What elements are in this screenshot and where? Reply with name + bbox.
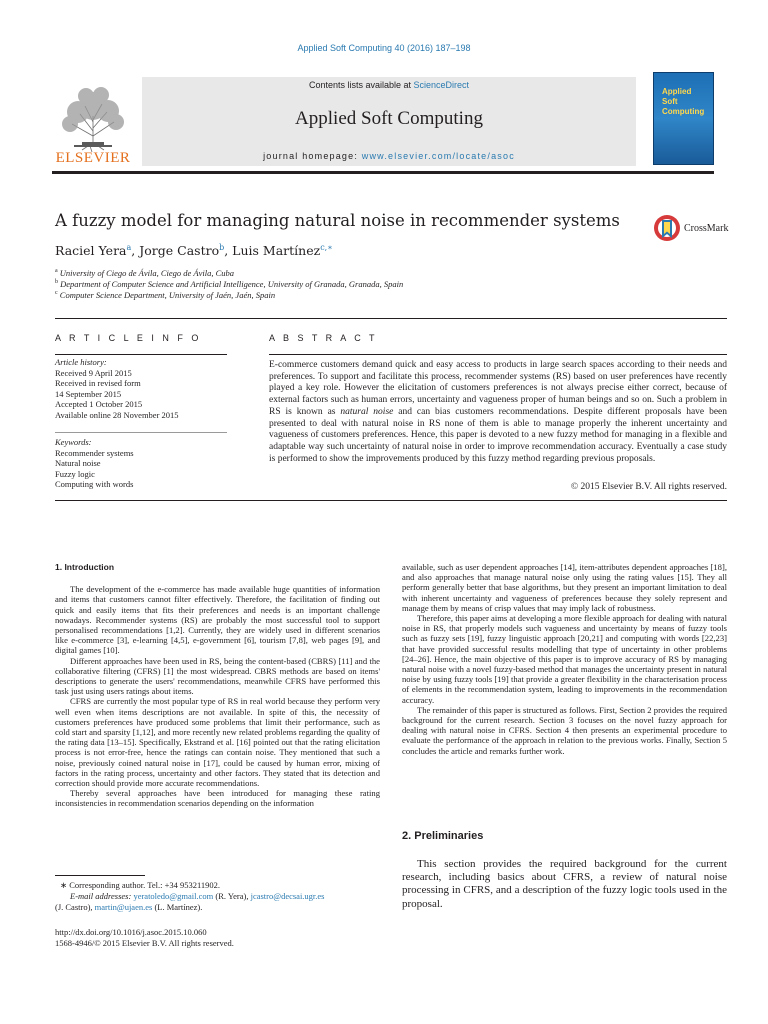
journal-banner <box>142 77 636 166</box>
doi-link[interactable]: http://dx.doi.org/10.1016/j.asoc.2015.10.060 <box>55 927 207 937</box>
title-block-divider <box>55 318 727 319</box>
author-affiliation-marker[interactable]: b <box>219 243 225 252</box>
sciencedirect-link[interactable]: ScienceDirect <box>413 80 470 90</box>
author-list: Raciel Yera$^a$, Jorge Castro$^b$, Luis Martínez$^{c,∗}$ <box>55 243 333 259</box>
body-column-right <box>402 562 727 756</box>
email-line-cont: (J. Castro), martin@ujaen.es (L. Martínez). <box>55 902 203 912</box>
article-history-label: Article history: <box>55 357 107 367</box>
abstract-bottom-rule <box>55 500 727 501</box>
homepage-prefix: journal homepage: <box>263 151 362 161</box>
author-name: Luis Martínez <box>232 243 321 259</box>
keywords-rule <box>55 432 227 433</box>
crossmark-icon <box>653 214 681 244</box>
header-divider <box>52 171 714 174</box>
keyword: Recommender systems <box>55 447 134 458</box>
journal-homepage-line <box>142 151 636 161</box>
article-history <box>55 357 179 421</box>
history-item: 14 September 2015 <box>55 388 122 399</box>
abstract-rule <box>269 354 727 355</box>
body-paragraph: The development of the e-commerce has made available huge quantities of information and items that customers cannot filter effectively. Therefore, the facilitation of finding out quick and easily items that fits their preferences and needs is an important challenge nowadays. Recommender systems (RS) are probably the most successful tool to support personalised recommendations [1,2]. Currently, they are widely used in different scenarios like e-commerce [3], e-learning [4,5], e-government [6], tourism [7,8], web pages [9], and digital games [10]. <box>55 584 380 656</box>
keywords <box>55 437 134 490</box>
crossmark-label: CrossMark <box>684 223 729 234</box>
banner-journal-title: Applied Soft Computing <box>295 108 483 129</box>
email-label: E-mail addresses: <box>70 891 132 901</box>
keyword: Computing with words <box>55 479 134 490</box>
body-paragraph: available, such as user dependent approaches [14], item-attributes dependent approaches [18], and also approaches that manage natural noise only using the rating values [15]. They all perform generally better that base algorithms, but they present an important limitation to deal with inherent uncertainty and vagueness of preferences because they solely represent and manage them by means of crisp values that may imply lack of robustness. <box>402 562 727 613</box>
footnote-divider <box>55 875 145 876</box>
keyword: Fuzzy logic <box>55 468 95 479</box>
email-link[interactable]: jcastro@decsai.ugr.es <box>250 891 325 901</box>
article-info-rule <box>55 354 227 355</box>
affiliation: $^b$ Department of Computer Science and Artificial Intelligence, University of Granada, Granada, Spain <box>55 279 404 289</box>
abstract-heading: A B S T R A C T <box>269 333 378 343</box>
paper-title: A fuzzy model for managing natural noise in recommender systems <box>55 211 620 230</box>
contents-available-line <box>142 80 636 90</box>
section-title-preliminaries: 2. Preliminaries <box>402 830 484 842</box>
homepage-link[interactable]: www.elsevier.com/locate/asoc <box>361 151 515 161</box>
author-name: Raciel Yera <box>55 243 127 259</box>
body-paragraph: CFRS are currently the most popular type of RS in real world because they perform very well even when items descriptions are not available. In spite of this, the necessity of customers preferences have produced some problems that limit their performance, such as cold start and sparsity [1,12], and more recently new related problems regarding the quality of the rating data [13–15]. Specifically, Ekstrand et al. [16] pointed out that the rating elicitation process is not error-free, hence the ratings can contain noise. They mentioned that such a noise, previously coined natural noise in [17], could be caused by human error, mixing of factors in the rating process, uncertainty and other factors. They stated that its detection and correction should provide more accurate recommendations. <box>55 696 380 789</box>
body-column-left <box>55 562 380 809</box>
history-item: Received in revised form <box>55 378 141 389</box>
abstract-text: E-commerce customers demand quick and easy access to products in large search spaces according to their needs and preferences. To support and facilitate this process, recommender systems (RS) based on user preferences have recently played a key role. However the elicitation of customers preferences is not always precise either correct, because of external factors such as human errors, uncertainty and vagueness proper of human beings and so on. Such a problem in RS is known as natural noise and can bias customers recommendations. Despite different proposals have been presented to deal with natural noise in RS none of them is able to manage properly the inherent uncertainty and vagueness of customers preferences. Hence, this paper is devoted to a new fuzzy method for managing in a flexible and adaptable way such uncertainty of natural noise in order to improve recommendation accuracy. Eventually a case study is performed to show the improvements produced by this fuzzy method regarding previous proposals. <box>269 360 727 464</box>
preliminaries-paragraph: This section provides the required background for the current research, including basics about CFRS, a review of natural noise processing in CFRS, and a description of the fuzzy logic tools used in the proposal. <box>402 858 727 910</box>
issn-copyright: 1568-4946/© 2015 Elsevier B.V. All rights reserved. <box>55 938 234 948</box>
email-link[interactable]: martin@ujaen.es <box>94 902 153 912</box>
author-name: Jorge Castro <box>139 243 220 259</box>
contents-prefix: Contents lists available at <box>308 80 414 90</box>
abstract-copyright: © 2015 Elsevier B.V. All rights reserved. <box>570 482 727 492</box>
journal-cover-image <box>653 72 714 165</box>
affiliation: $^c$ Computer Science Department, University of Jaén, Jaén, Spain <box>55 290 276 300</box>
cover-title: Applied Soft Computing <box>662 87 705 116</box>
journal-reference-link[interactable]: Applied Soft Computing 40 (2016) 187–198 <box>297 43 471 53</box>
body-paragraph: Different approaches have been used in RS, being the content-based (CBRS) [11] and the collaborative filtering (CFRS) [1] the most widespread. CBRS methods are based on items' descriptions to generate the users' recommendations, meanwhile CFRS have performed this task just using users ratings about items. <box>55 655 380 697</box>
history-item: Received 9 April 2015 <box>55 367 132 378</box>
affiliation: $^a$ University of Ciego de Ávila, Ciego de Ávila, Cuba <box>55 268 235 278</box>
body-paragraph: The remainder of this paper is structured as follows. First, Section 2 provides the required background for the current research. Section 3 focuses on the novel fuzzy approach for dealing with natural noise in CFRS. Section 4 then presents an experimental procedure to evaluate the performance of the approach in relation to the previous works. Finally, Section 5 concludes the article and remarks further work. <box>402 704 727 756</box>
keywords-label: Keywords: <box>55 437 92 447</box>
author-affiliation-marker[interactable]: c,∗ <box>320 243 333 252</box>
corresponding-author-note: ∗ Corresponding author. Tel.: +34 953211902. <box>60 880 221 890</box>
crossmark-badge[interactable] <box>653 214 727 244</box>
keyword: Natural noise <box>55 458 101 469</box>
author-affiliation-marker[interactable]: a <box>126 243 132 252</box>
article-info-heading: A R T I C L E I N F O <box>55 333 202 343</box>
email-line: E-mail addresses: yeratoledo@gmail.com (R. Yera), jcastro@decsai.ugr.es <box>70 891 325 901</box>
history-item: Accepted 1 October 2015 <box>55 399 143 410</box>
section-title-introduction: 1. Introduction <box>55 562 115 572</box>
body-paragraph: Therefore, this paper aims at developing a more flexible approach for dealing with natural noise in RS, that properly models such vagueness and uncertainty by means of fuzzy tools such as fuzzy sets [19], fuzzy linguistic approach [20,21] and computing with words [22,23] that have provided successful results modelling that type of uncertainty in other problems [24–26]. Hence, the main objective of this paper is to improve accuracy of RS by managing natural noise with a novel fuzzy-based method that manages the uncertainty present in natural noise by using fuzzy tools [19] that provide a greater flexibility in the characterisation process of elements in the recommendation system, leading to improvements in the recommendation accuracy. <box>402 613 727 705</box>
body-paragraph: Thereby several approaches have been introduced for managing these rating inconsistencies in recommendation scenarios depending on the information <box>55 788 380 809</box>
history-item: Available online 28 November 2015 <box>55 409 179 420</box>
email-link[interactable]: yeratoledo@gmail.com <box>133 891 214 901</box>
elsevier-wordmark: ELSEVIER <box>55 150 131 166</box>
